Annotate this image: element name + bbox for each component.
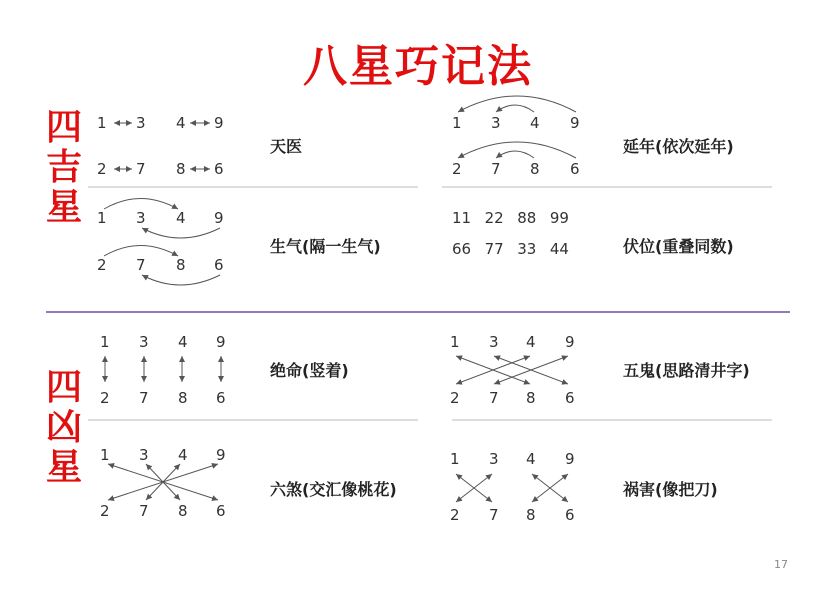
- huohai-num-6: 6: [565, 506, 575, 524]
- yannian-num-4: 4: [530, 114, 540, 132]
- star-wugui: 五鬼(思路清井字): [623, 361, 750, 380]
- jueming-num-1: 1: [100, 333, 110, 351]
- shengqi-num-3: 3: [136, 209, 146, 227]
- wugui-num-6: 6: [565, 389, 575, 407]
- shengqi-num-1: 1: [97, 209, 107, 227]
- yannian-arc-7-8: [496, 151, 534, 158]
- star-yannian: 延年(依次延年): [623, 137, 734, 156]
- liusha-num-8: 8: [178, 502, 188, 520]
- tianyi-num-3: 3: [136, 114, 146, 132]
- shengqi-num-7: 7: [136, 256, 146, 274]
- jueming-num-6: 6: [216, 389, 226, 407]
- star-shengqi: 生气(隔一生气): [270, 237, 381, 256]
- huohai-num-4: 4: [526, 450, 536, 468]
- auspicious-stars-text: 四吉星: [45, 107, 82, 228]
- star-tianyi: 天医: [270, 137, 303, 156]
- star-jueming: 绝命(竖着): [270, 361, 349, 380]
- huohai-num-2: 2: [450, 506, 460, 524]
- huohai-num-8: 8: [526, 506, 536, 524]
- huohai-num-7: 7: [489, 506, 499, 524]
- shengqi-num-2: 2: [97, 256, 107, 274]
- wugui-num-1: 1: [450, 333, 460, 351]
- yannian-arc-2-6: [458, 142, 576, 158]
- jueming-num-4: 4: [178, 333, 188, 351]
- star-liusha: 六煞(交汇像桃花): [270, 480, 397, 499]
- yannian-num-8: 8: [530, 160, 540, 178]
- jueming-num-8: 8: [178, 389, 188, 407]
- star-fuwei: 伏位(重叠同数): [623, 237, 734, 256]
- wugui-num-4: 4: [526, 333, 536, 351]
- yannian-arc-3-4: [496, 105, 534, 112]
- liusha-num-9: 9: [216, 446, 226, 464]
- tianyi-num-1: 1: [97, 114, 107, 132]
- shengqi-num-6: 6: [214, 256, 224, 274]
- liusha-num-4: 4: [178, 446, 188, 464]
- liusha-num-7: 7: [139, 502, 149, 520]
- shengqi-num-4: 4: [176, 209, 186, 227]
- yannian-arc-1-9: [458, 96, 576, 112]
- yannian-num-6: 6: [570, 160, 580, 178]
- shengqi-arc-1-4: [104, 199, 178, 210]
- shengqi-arc-7-6: [142, 275, 220, 285]
- wugui-num-9: 9: [565, 333, 575, 351]
- tianyi-num-6: 6: [214, 160, 224, 178]
- jueming-num-3: 3: [139, 333, 149, 351]
- page-number: 17: [774, 558, 788, 571]
- huohai-num-3: 3: [489, 450, 499, 468]
- yannian-num-2: 2: [452, 160, 462, 178]
- wugui-num-8: 8: [526, 389, 536, 407]
- tianyi-num-4: 4: [176, 114, 186, 132]
- yannian-num-9: 9: [570, 114, 580, 132]
- huohai-num-1: 1: [450, 450, 460, 468]
- jueming-num-7: 7: [139, 389, 149, 407]
- page-title: 八星巧记法: [303, 41, 533, 92]
- fuwei-row-2: 66 77 33 44: [452, 240, 569, 258]
- wugui-num-3: 3: [489, 333, 499, 351]
- fuwei-row-1: 11 22 88 99: [452, 209, 569, 227]
- huohai-num-9: 9: [565, 450, 575, 468]
- liusha-num-2: 2: [100, 502, 110, 520]
- yannian-num-7: 7: [491, 160, 501, 178]
- liusha-num-1: 1: [100, 446, 110, 464]
- tianyi-num-7: 7: [136, 160, 146, 178]
- jueming-num-2: 2: [100, 389, 110, 407]
- tianyi-num-2: 2: [97, 160, 107, 178]
- jueming-num-9: 9: [216, 333, 226, 351]
- tianyi-num-8: 8: [176, 160, 186, 178]
- shengqi-arc-3-9: [142, 228, 220, 238]
- wugui-num-7: 7: [489, 389, 499, 407]
- liusha-num-6: 6: [216, 502, 226, 520]
- shengqi-num-8: 8: [176, 256, 186, 274]
- yannian-num-1: 1: [452, 114, 462, 132]
- inauspicious-stars-text: 四凶星: [45, 367, 82, 488]
- star-huohai: 祸害(像把刀): [623, 480, 718, 499]
- yannian-num-3: 3: [491, 114, 501, 132]
- wugui-num-2: 2: [450, 389, 460, 407]
- shengqi-arc-2-8: [104, 246, 178, 257]
- tianyi-num-9: 9: [214, 114, 224, 132]
- shengqi-num-9: 9: [214, 209, 224, 227]
- liusha-num-3: 3: [139, 446, 149, 464]
